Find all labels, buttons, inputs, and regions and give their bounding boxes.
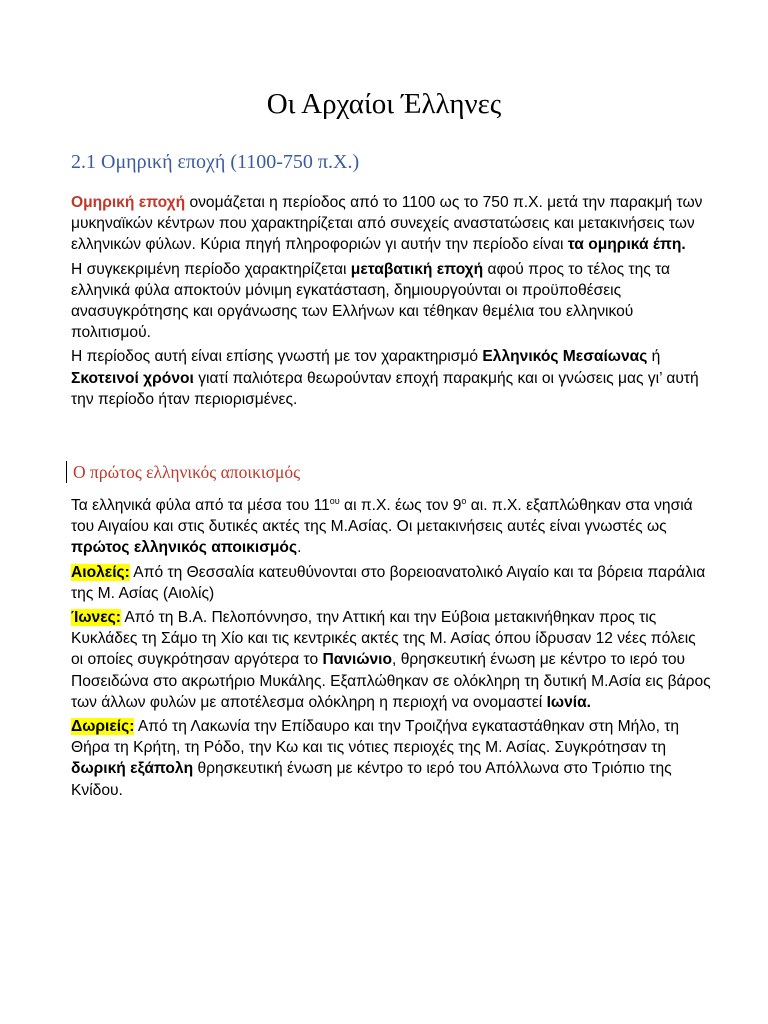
document-title: Οι Αρχαίοι Έλληνες bbox=[266, 88, 502, 120]
bold-text: πρώτος ελληνικός αποικισμός bbox=[71, 539, 298, 557]
paragraph-text: Τα ελληνικά φύλα από τα μέσα του 11 bbox=[71, 497, 330, 514]
bold-text: δωρική εξάπολη bbox=[71, 760, 194, 778]
paragraph-ionians bbox=[71, 607, 711, 713]
bold-text: Ιωνία. bbox=[546, 693, 592, 711]
bold-text: Πανιώνιο bbox=[322, 651, 393, 669]
paragraph-aeolians bbox=[71, 562, 711, 604]
term-homeric-era: Ομηρική εποχή bbox=[71, 194, 186, 211]
paragraph-dark-ages bbox=[71, 346, 711, 410]
paragraph-text: θρησκευτική ένωση με κέντρο το ιερό του Απόλλωνα στο Τριόπιο της Κνίδου. bbox=[71, 760, 672, 799]
highlight-dorians: Δωριείς: bbox=[71, 718, 135, 736]
bold-text: μεταβατική εποχή bbox=[350, 260, 484, 278]
paragraph-text: αι π.Χ. έως τον 9 bbox=[339, 497, 462, 514]
paragraph-dorians bbox=[71, 716, 711, 801]
paragraph-text: . bbox=[297, 539, 302, 557]
paragraph-text: , θρησκευτική ένωση με κέντρο το ιερό του Ποσειδώνα στο ακρωτήριο Μυκάλης. Εξαπλώθηκαν σε ολόκληρη τη δυτική Μ.Ασία εις βάρος των άλλων φυλών με αποτέλεσμα ολόκληρη η περιοχή να ονομαστεί bbox=[71, 651, 711, 711]
subheading-row bbox=[66, 461, 300, 483]
superscript: ο bbox=[461, 495, 467, 506]
text-cursor bbox=[66, 461, 67, 483]
bold-text: Σκοτεινοί χρόνοι bbox=[71, 369, 194, 387]
bold-text: Ελληνικός Μεσαίωνας bbox=[482, 348, 648, 366]
paragraph-text: Η συγκεκριμένη περίοδο χαρακτηρίζεται bbox=[71, 260, 351, 278]
paragraph-transitional bbox=[71, 259, 711, 344]
section-heading: 2.1 Ομηρική εποχή (1100-750 π.Χ.) bbox=[71, 151, 360, 173]
paragraph-text: ή bbox=[647, 348, 661, 366]
paragraph-text: αι. π.Χ. εξαπλώθηκαν στα νησιά του Αιγαίου και στις δυτικές ακτές της Μ.Ασίας. Οι μετακινήσεις αυτές είναι γνωστές ως bbox=[71, 497, 693, 536]
colonization-body bbox=[71, 495, 711, 801]
paragraph-homeric-era bbox=[71, 192, 711, 256]
paragraph-text: ονομάζεται η περίοδος από το 1100 ως το 750 π.Χ. μετά την παρακμή των μυκηναϊκών κέντρων που χαρακτηρίζεται από συνεχείς αναστατώσεις και μετακινήσεις των ελληνικών φύλων. Κύρια πηγή πληροφοριών γι αυτήν την περίοδο είναι bbox=[71, 194, 703, 254]
paragraph-text: Από τη Λακωνία την Επίδαυρο και την Τροιζήνα εγκαταστάθηκαν στη Μήλο, τη Θήρα τη Κρήτη, τη Ρόδο, την Κω και τις νότιες περιοχές της Μ. Ασίας. Συγκρότησαν τη bbox=[71, 718, 680, 757]
paragraph-text: γιατί παλιότερα θεωρούνταν εποχή παρακμής και οι γνώσεις μας γι’ αυτή την περίοδο ήταν περιορισμένες. bbox=[71, 369, 699, 408]
paragraph-text: Η περίοδος αυτή είναι επίσης γνωστή με τον χαρακτηρισμό bbox=[71, 348, 483, 366]
paragraph-text: Από τη Β.Α. Πελοπόννησο, την Αττική και την Εύβοια μετακινήθηκαν προς τις Κυκλάδες τη Σάμο τη Χίο και τις κεντρικές ακτές της Μ. Ασίας όπου ίδρυσαν 12 νέες πόλεις οι οποίες συγκρότησαν αργότερα το bbox=[71, 609, 696, 669]
subheading: Ο πρώτος ελληνικός αποικισμός bbox=[73, 461, 301, 482]
paragraph-text: Από τη Θεσσαλία κατευθύνονται στο βορειοανατολικό Αιγαίο και τα βόρεια παράλια της Μ. Ασίας (Αιολίς) bbox=[71, 563, 706, 602]
bold-text: τα ομηρικά έπη. bbox=[567, 236, 686, 254]
highlight-aeolians: Αιολείς: bbox=[71, 563, 130, 581]
highlight-ionians: Ίωνες: bbox=[71, 609, 121, 627]
paragraph-colonization bbox=[71, 495, 711, 559]
paragraph-text: αφού προς το τέλος της τα ελληνικά φύλα αποκτούν μόνιμη εγκατάσταση, δημιουργούνται οι προϋποθέσεις ανασυγκρότησης και οργάνωσης των Ελλήνων και τέθηκαν θεμέλια του ελληνικού πολιτισμού. bbox=[71, 260, 671, 342]
section-body bbox=[71, 192, 711, 410]
superscript: ου bbox=[329, 495, 340, 506]
